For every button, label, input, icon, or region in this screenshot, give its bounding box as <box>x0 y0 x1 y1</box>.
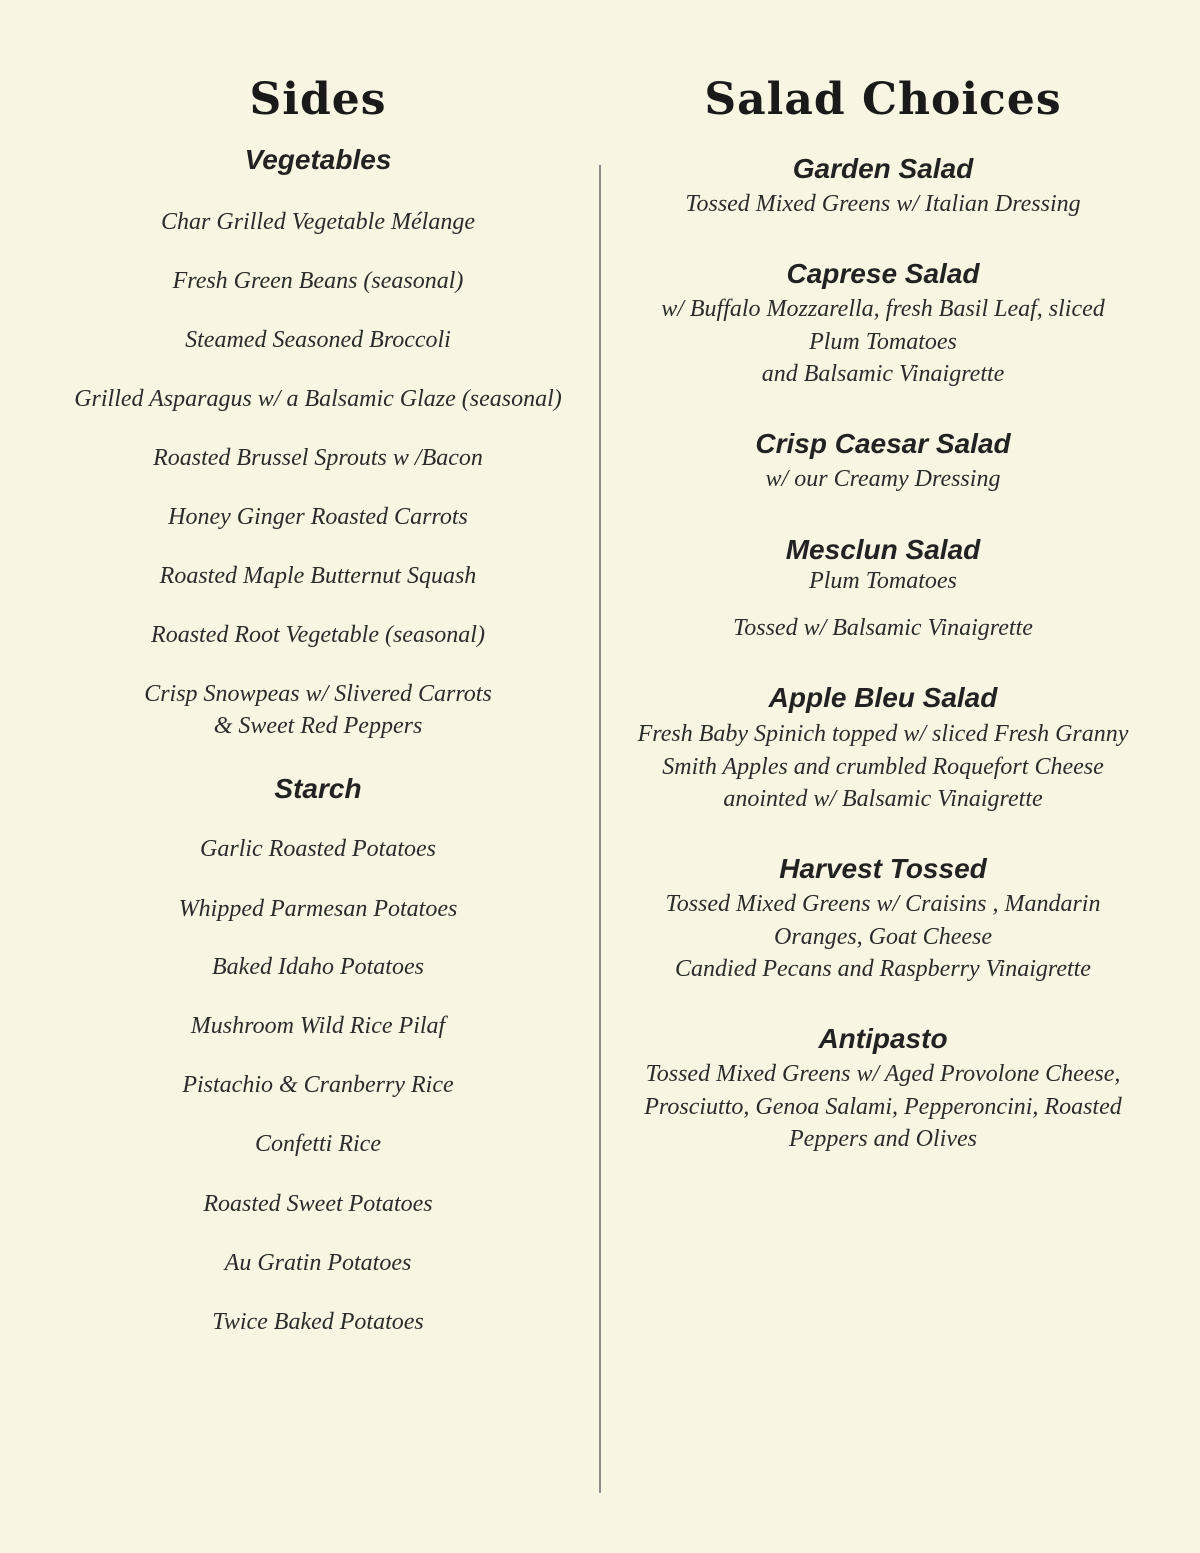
salad-description-line: Prosciutto, Genoa Salami, Pepperoncini, Roasted <box>644 1093 1122 1120</box>
vegetables-heading: Vegetables <box>244 144 392 175</box>
salad-name-mesclun: Mesclun Salad <box>785 534 981 565</box>
salad-description-caesar <box>610 463 1156 496</box>
salad-description-line: Tossed Mixed Greens w/ Craisins , Mandarin <box>665 891 1101 917</box>
starch-item: Au Gratin Potatoes <box>224 1250 412 1276</box>
salad-description-line: anointed w/ Balsamic Vinaigrette <box>723 786 1043 812</box>
starch-item: Baked Idaho Potatoes <box>212 954 424 980</box>
salad-name-caesar: Crisp Caesar Salad <box>755 428 1011 459</box>
starch-item: Garlic Roasted Potatoes <box>200 836 436 862</box>
salad-description-caprese <box>610 293 1156 391</box>
salad-description-line: Plum Tomatoes <box>809 328 957 355</box>
salad-description-line: Tossed Mixed Greens w/ Italian Dressing <box>685 191 1081 217</box>
salad-description-line: w/ Buffalo Mozzarella, fresh Basil Leaf, sliced <box>661 296 1105 322</box>
vegetable-item: Roasted Root Vegetable (seasonal) <box>151 622 485 648</box>
salad-description-mesclun <box>610 565 1156 598</box>
vegetable-item: Char Grilled Vegetable Mélange <box>161 209 475 235</box>
salad-name-harvest: Harvest Tossed <box>779 853 987 884</box>
vegetable-item: Fresh Green Beans (seasonal) <box>172 268 464 294</box>
salad-description-line: and Balsamic Vinaigrette <box>761 361 1005 387</box>
vegetable-item-continued: & Sweet Red Peppers <box>213 713 423 739</box>
starch-item: Twice Baked Potatoes <box>212 1309 424 1335</box>
salad-description-line: Tossed Mixed Greens w/ Aged Provolone Cheese, <box>645 1061 1121 1087</box>
salad-description-line: Plum Tomatoes <box>809 568 957 594</box>
starch-item: Whipped Parmesan Potatoes <box>178 896 458 922</box>
salad-description-antipasto <box>610 1058 1156 1156</box>
starch-item: Roasted Sweet Potatoes <box>203 1191 433 1217</box>
salad-description-harvest <box>610 888 1156 986</box>
vegetable-item: Grilled Asparagus w/ a Balsamic Glaze (seasonal) <box>74 386 562 412</box>
column-divider <box>599 165 601 1493</box>
salads-title: Salad Choices <box>704 74 1062 125</box>
salad-description-line: Peppers and Olives <box>789 1126 977 1152</box>
starch-heading: Starch <box>274 773 362 804</box>
salad-description-line: Fresh Baby Spinich topped w/ sliced Fresh Granny <box>637 721 1129 747</box>
salad-description-line: w/ our Creamy Dressing <box>765 466 1001 492</box>
salad-name-garden: Garden Salad <box>792 153 974 184</box>
vegetable-item: Crisp Snowpeas w/ Slivered Carrots <box>144 681 492 707</box>
vegetable-item: Steamed Seasoned Broccoli <box>185 327 451 353</box>
starch-item: Pistachio & Cranberry Rice <box>182 1072 454 1098</box>
vegetable-item: Honey Ginger Roasted Carrots <box>168 504 468 530</box>
salad-description-line: Tossed w/ Balsamic Vinaigrette <box>733 615 1033 641</box>
salad-name-caprese: Caprese Salad <box>786 258 980 289</box>
sides-title: Sides <box>249 74 387 125</box>
salad-description-line: Candied Pecans and Raspberry Vinaigrette <box>675 956 1091 982</box>
salad-name-antipasto: Antipasto <box>818 1023 948 1054</box>
starch-item: Mushroom Wild Rice Pilaf <box>190 1013 446 1039</box>
starch-item: Confetti Rice <box>255 1131 381 1157</box>
salad-name-apple-bleu: Apple Bleu Salad <box>768 682 998 713</box>
salad-description-garden <box>610 188 1156 221</box>
salad-description-apple-bleu <box>610 718 1156 816</box>
salad-description-mesclun-2 <box>610 612 1156 645</box>
vegetable-item: Roasted Brussel Sprouts w /Bacon <box>153 445 483 471</box>
salad-description-line: Oranges, Goat Cheese <box>774 923 992 950</box>
vegetable-item: Roasted Maple Butternut Squash <box>159 563 477 589</box>
salad-description-line: Smith Apples and crumbled Roquefort Cheese <box>662 753 1104 780</box>
